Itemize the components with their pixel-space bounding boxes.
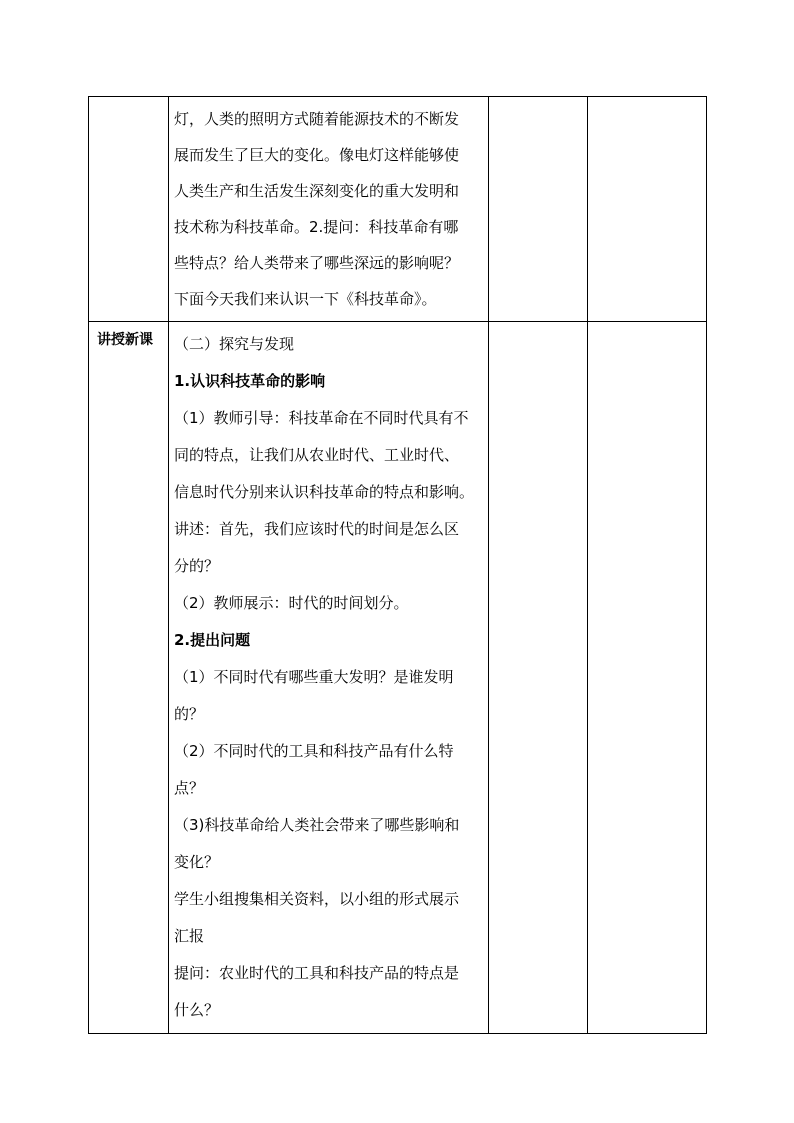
lesson-plan-body: [89, 97, 707, 1034]
text-line: 人类生产和生活发生深刻变化的重大发明和: [174, 182, 460, 200]
text-line: （2）不同时代的工具和科技产品有什么特: [174, 742, 454, 760]
text-line: 什么？: [174, 1001, 220, 1019]
text-line: 讲述：首先，我们应该时代的时间是怎么区: [174, 520, 460, 538]
content-lines: [169, 322, 488, 1033]
row-label-cell: [89, 322, 169, 1034]
text-line: 学生小组搜集相关资料，以小组的形式展示: [174, 890, 460, 908]
text-line: 提问：农业时代的工具和科技产品的特点是: [174, 964, 460, 982]
empty-cell: [588, 322, 707, 1034]
text-line: 下面今天我们来认识一下《科技革命》。: [174, 290, 437, 308]
text-line: 些特点？给人类带来了哪些深远的影响呢？: [174, 254, 460, 272]
text-line: （2）教师展示：时代的时间划分。: [174, 594, 409, 612]
text-line: 点？: [174, 779, 205, 797]
text-line: 分的？: [174, 557, 220, 575]
row-label: [89, 97, 168, 105]
text-line: （3)科技革命给人类社会带来了哪些影响和: [174, 816, 460, 834]
text-line: 1.认识科技革命的影响: [174, 372, 326, 390]
empty-cell: [588, 97, 707, 322]
empty-cell: [489, 97, 588, 322]
row-label: 讲授新课: [97, 332, 153, 348]
row-label-cell: [89, 97, 169, 322]
text-line: （1）不同时代有哪些重大发明？是谁发明: [174, 668, 454, 686]
content-lines: [169, 97, 488, 321]
table-row: [89, 97, 707, 322]
text-line: 的？: [174, 705, 205, 723]
content-cell: [169, 322, 489, 1034]
text-line: 变化？: [174, 853, 220, 871]
text-line: 汇报: [174, 927, 205, 945]
empty-cell: [489, 322, 588, 1034]
text-line: （1）教师引导：科技革命在不同时代具有不: [174, 409, 469, 427]
text-line: 展而发生了巨大的变化。像电灯这样能够使: [174, 146, 460, 164]
text-line: （二）探究与发现: [174, 335, 295, 353]
text-line: 同的特点，让我们从农业时代、工业时代、: [174, 446, 460, 464]
content-cell: [169, 97, 489, 322]
text-line: 技术称为科技革命。2.提问：科技革命有哪: [174, 218, 459, 236]
table-row: [89, 322, 707, 1034]
lesson-plan-table: [88, 96, 707, 1034]
text-line: 信息时代分别来认识科技革命的特点和影响。: [174, 483, 475, 501]
text-line: 灯，人类的照明方式随着能源技术的不断发: [174, 110, 460, 128]
text-line: 2.提出问题: [174, 631, 251, 649]
